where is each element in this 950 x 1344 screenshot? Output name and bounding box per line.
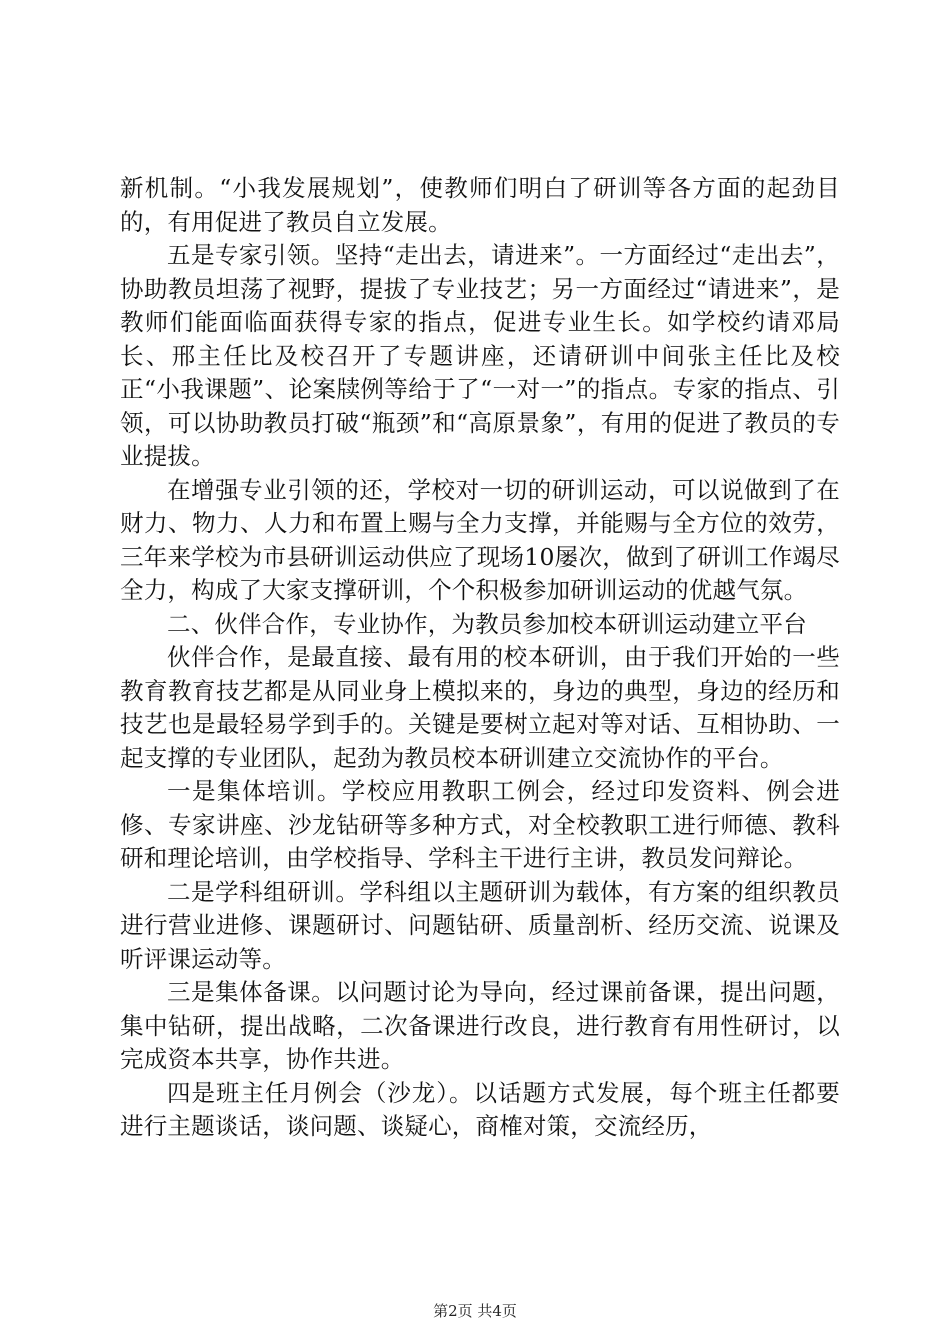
paragraph-1: 新机制。“小我发展规划”，使教师们明白了研训等各方面的起劲目的，有用促进了教员自立发展。	[120, 174, 840, 236]
paragraph-8: 三是集体备课。以问题讨论为导向，经过课前备课，提出问题，集中钻研，提出战略，二次备课进行改良，进行教育有用性研讨，以完成资本共享，协作共进。	[120, 978, 840, 1073]
page-number-footer: 第2页 共4页	[433, 1302, 517, 1320]
paragraph-6: 一是集体培训。学校应用教职工例会，经过印发资料、例会进修、专家讲座、沙龙钻研等多种方式，对全校教职工进行师德、教科研和理论培训，由学校指导、学科主干进行主讲，教员发问辩论。	[120, 777, 840, 872]
document-body	[120, 172, 840, 1144]
paragraph-2: 五是专家引领。坚持“走出去，请进来”。一方面经过“走出去”，协助教员坦荡了视野，提拔了专业技艺；另一方面经过“请进来”，是教师们能面临面获得专家的指点，促进专业生长。如学校约请邓局长、邢主任比及校召开了专题讲座，还请研训中间张主任比及校正“小我课题”、论案牍例等给于了“一对一”的指点。专家的指点、引领，可以协助教员打破“瓶颈”和“高原景象”，有用的促进了教员的专业提拔。	[120, 241, 840, 470]
paragraph-9: 四是班主任月例会（沙龙）。以话题方式发展，每个班主任都要进行主题谈话，谈问题、谈疑心，商榷对策，交流经历，	[120, 1078, 840, 1140]
section-heading: 二、伙伴合作，专业协作，为教员参加校本研训运动建立平台	[167, 609, 807, 638]
paragraph-3: 在增强专业引领的还，学校对一切的研训运动，可以说做到了在财力、物力、人力和布置上赐与全力支撑，并能赐与全方位的效劳，三年来学校为市县研训运动供应了现场10屡次，做到了研训工作竭尽全力，构成了大家支撑研训，个个积极参加研训运动的优越气氛。	[120, 475, 840, 604]
paragraph-7: 二是学科组研训。学科组以主题研训为载体，有方案的组织教员进行营业进修、课题研讨、问题钻研、质量剖析、经历交流、说课及听评课运动等。	[120, 877, 840, 973]
paragraph-5: 伙伴合作，是最直接、最有用的校本研训，由于我们开始的一些教育教育技艺都是从同业身上模拟来的，身边的典型，身边的经历和技艺也是最轻易学到手的。关键是要树立起对等对话、互相协助、一起支撑的专业团队，起劲为教员校本研训建立交流协作的平台。	[120, 643, 840, 772]
